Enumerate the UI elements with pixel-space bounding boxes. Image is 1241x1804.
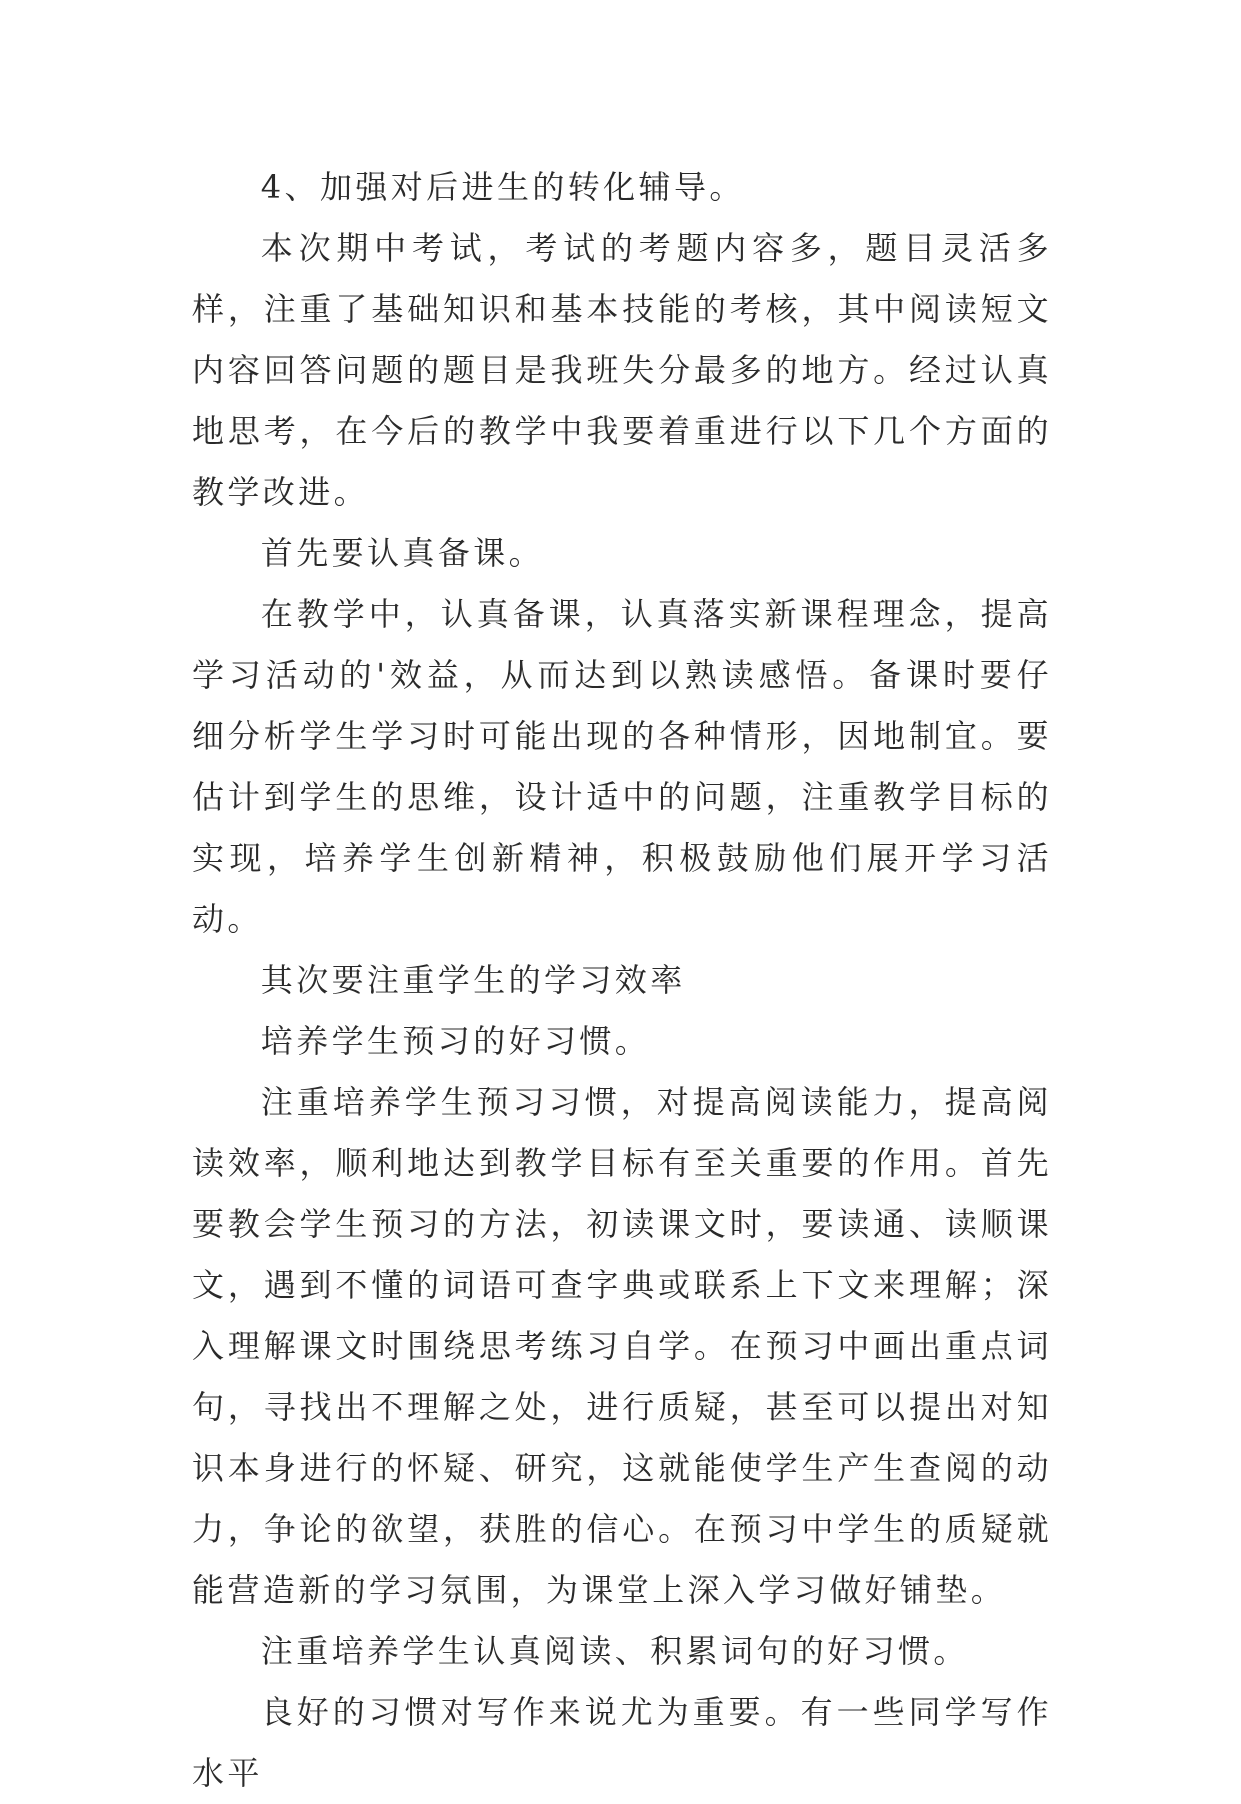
paragraph-heading-prepare: 首先要认真备课。: [260, 534, 544, 572]
paragraph-heading-reading: 注重培养学生认真阅读、积累词句的好习惯。: [260, 1632, 969, 1670]
paragraph-heading-4: 4、加强对后进生的转化辅导。: [260, 168, 745, 206]
paragraph-heading-efficiency: 其次要注重学生的学习效率: [260, 961, 686, 999]
paragraph-preview-detail: 注重培养学生预习习惯，对提高阅读能力，提高阅读效率，顺利地达到教学目标有至关重要的作用。首先要教会学生预习的方法，初读课文时，要读通、读顺课文，遇到不懂的词语可查字典或联系上下文来理解；深入理解课文时围绕思考练习自学。在预习中画出重点词句，寻找出不理解之处，进行质疑，甚至可以提出对知识本身进行的怀疑、研究，这就能使学生产生查阅的动力，争论的欲望，获胜的信心。在预习中学生的质疑就能营造新的学习氛围，为课堂上深入学习做好铺垫。: [192, 1083, 1052, 1609]
paragraph-prepare-detail: 在教学中，认真备课，认真落实新课程理念，提高学习活动的'效益，从而达到以熟读感悟。备课时要仔细分析学生学习时可能出现的各种情形，因地制宜。要估计到学生的思维，设计适中的问题，注重教学目标的实现，培养学生创新精神，积极鼓励他们展开学习活动。: [192, 595, 1052, 938]
paragraph-exam-summary: 本次期中考试，考试的考题内容多，题目灵活多样，注重了基础知识和基本技能的考核，其中阅读短文内容回答问题的题目是我班失分最多的地方。经过认真地思考，在今后的教学中我要着重进行以下几个方面的教学改进。: [192, 229, 1052, 511]
document-body: [192, 157, 1052, 1804]
paragraph-writing-habit: 良好的习惯对写作来说尤为重要。有一些同学写作水平: [192, 1693, 1052, 1792]
paragraph-heading-preview: 培养学生预习的好习惯。: [260, 1022, 651, 1060]
